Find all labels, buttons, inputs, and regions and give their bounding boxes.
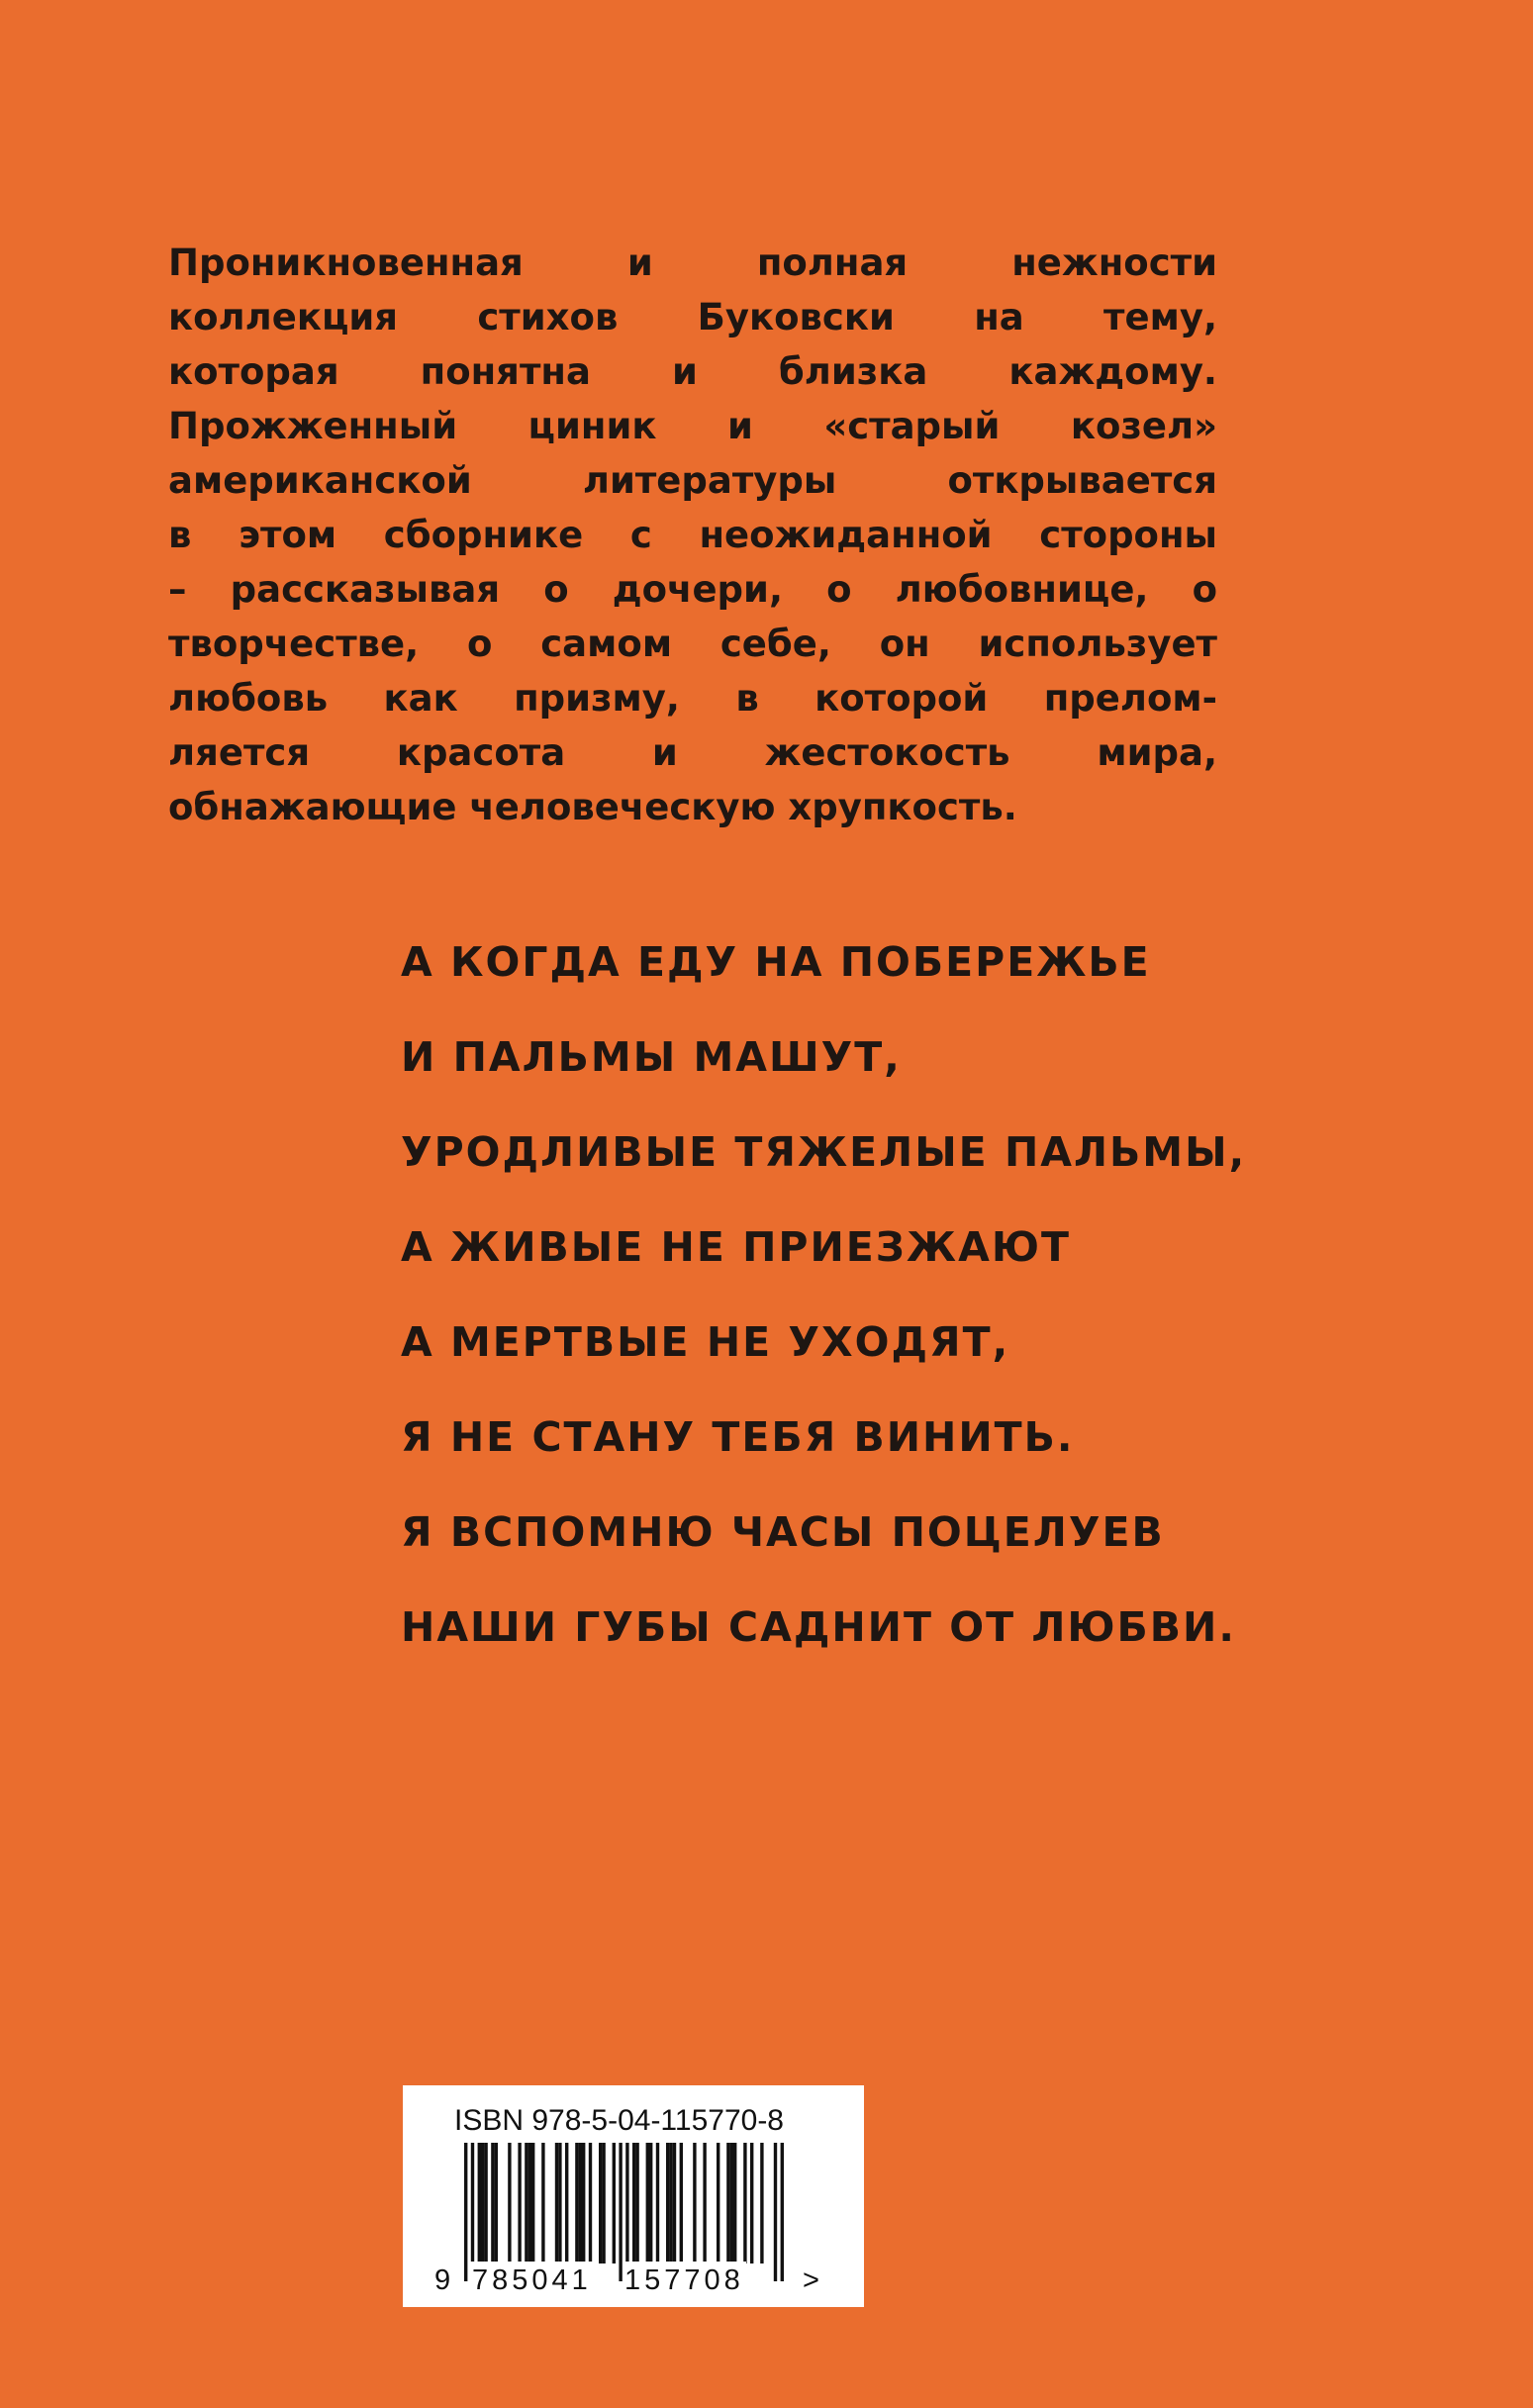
blurb-line: ляется красота и жестокость мира, — [168, 731, 1217, 774]
barcode-bar — [619, 2143, 622, 2281]
barcode-bar — [774, 2143, 777, 2281]
barcode-bar — [669, 2143, 672, 2264]
barcode-digits — [432, 2262, 828, 2301]
barcode-bar — [599, 2143, 602, 2264]
barcode-bar — [508, 2143, 511, 2264]
barcode-bar — [528, 2143, 531, 2264]
barcode-bar — [491, 2143, 494, 2264]
barcode-bar — [531, 2143, 534, 2264]
barcode-bar — [733, 2143, 736, 2264]
poem-line: УРОДЛИВЫЕ ТЯЖЕЛЫЕ ПАЛЬМЫ, — [401, 1128, 1247, 1176]
poem-line: НАШИ ГУБЫ САДНИТ ОТ ЛЮБВИ. — [401, 1603, 1236, 1651]
barcode-bar — [750, 2143, 753, 2264]
barcode-bar — [649, 2143, 652, 2264]
barcode-bar — [632, 2143, 635, 2264]
barcode-bar — [760, 2143, 763, 2264]
blurb-line: обнажающие человеческую хрупкость. — [168, 786, 1017, 828]
isbn-barcode — [403, 2085, 864, 2307]
barcode-bar — [589, 2143, 592, 2264]
isbn-label: ISBN 978-5-04-115770-8 — [454, 2104, 784, 2137]
barcode-bar — [673, 2143, 676, 2264]
barcode-bar — [693, 2143, 696, 2264]
barcode-bar — [558, 2143, 561, 2264]
blurb-line: которая понятна и близка каждому. — [168, 350, 1217, 393]
barcode-bar — [625, 2143, 628, 2281]
barcode-left-digits: 785041 — [470, 2262, 594, 2299]
poem-line: Я ВСПОМНЮ ЧАСЫ ПОЦЕЛУЕВ — [401, 1508, 1165, 1556]
barcode-bar — [781, 2143, 784, 2281]
poem-excerpt — [401, 932, 1246, 1692]
barcode-bar — [582, 2143, 585, 2264]
barcode-right-digits: 157708 — [623, 2262, 746, 2299]
barcode-bar — [646, 2143, 649, 2264]
barcode-bar — [717, 2143, 719, 2264]
barcode-bar — [555, 2143, 558, 2264]
barcode-bar — [730, 2143, 733, 2264]
barcode-bar — [481, 2143, 484, 2264]
barcode-bar — [743, 2143, 746, 2264]
blurb — [168, 236, 1217, 834]
barcode-bar — [703, 2143, 706, 2264]
barcode-bar — [656, 2143, 659, 2264]
barcode-bar — [602, 2143, 605, 2264]
barcode-bar — [478, 2143, 481, 2264]
barcode-bar — [575, 2143, 578, 2264]
barcode-quiet-zone-mark: > — [801, 2262, 821, 2299]
barcode-bar — [666, 2143, 669, 2264]
barcode-bar — [635, 2143, 638, 2264]
poem-line: А МЕРТВЫЕ НЕ УХОДЯТ, — [401, 1318, 1010, 1366]
blurb-line: коллекция стихов Буковски на тему, — [168, 296, 1217, 338]
barcode-bar — [525, 2143, 527, 2264]
blurb-line: Прожженный циник и «старый козел» — [168, 405, 1217, 447]
poem-line: Я НЕ СТАНУ ТЕБЯ ВИНИТЬ. — [401, 1413, 1075, 1461]
barcode-bar — [471, 2143, 474, 2281]
barcode-bar — [484, 2143, 487, 2264]
blurb-line: любовь как призму, в которой прелом- — [168, 677, 1217, 720]
barcode-bar — [565, 2143, 568, 2264]
poem-line: А ЖИВЫЕ НЕ ПРИЕЗЖАЮТ — [401, 1223, 1071, 1271]
blurb-line: творчестве, о самом себе, он использует — [168, 623, 1217, 665]
barcode-bar — [541, 2143, 544, 2264]
barcode-bar — [464, 2143, 467, 2281]
blurb-line: Проникновенная и полная нежности — [168, 241, 1217, 284]
barcode-bar — [495, 2143, 498, 2264]
blurb-line: в этом сборнике с неожиданной стороны — [168, 514, 1217, 556]
barcode-bars — [464, 2143, 801, 2281]
barcode-lead-digit: 9 — [432, 2262, 452, 2299]
poem-line: И ПАЛЬМЫ МАШУТ, — [401, 1033, 902, 1081]
blurb-line: – рассказывая о дочери, о любовнице, о — [168, 568, 1217, 611]
barcode-bar — [613, 2143, 616, 2264]
barcode-bar — [680, 2143, 683, 2264]
barcode-bar — [579, 2143, 582, 2264]
poem-line: А КОГДА ЕДУ НА ПОБЕРЕЖЬЕ — [401, 938, 1151, 986]
barcode-bar — [518, 2143, 521, 2264]
barcode-bar — [726, 2143, 729, 2264]
blurb-line: американской литературы открывается — [168, 459, 1217, 502]
